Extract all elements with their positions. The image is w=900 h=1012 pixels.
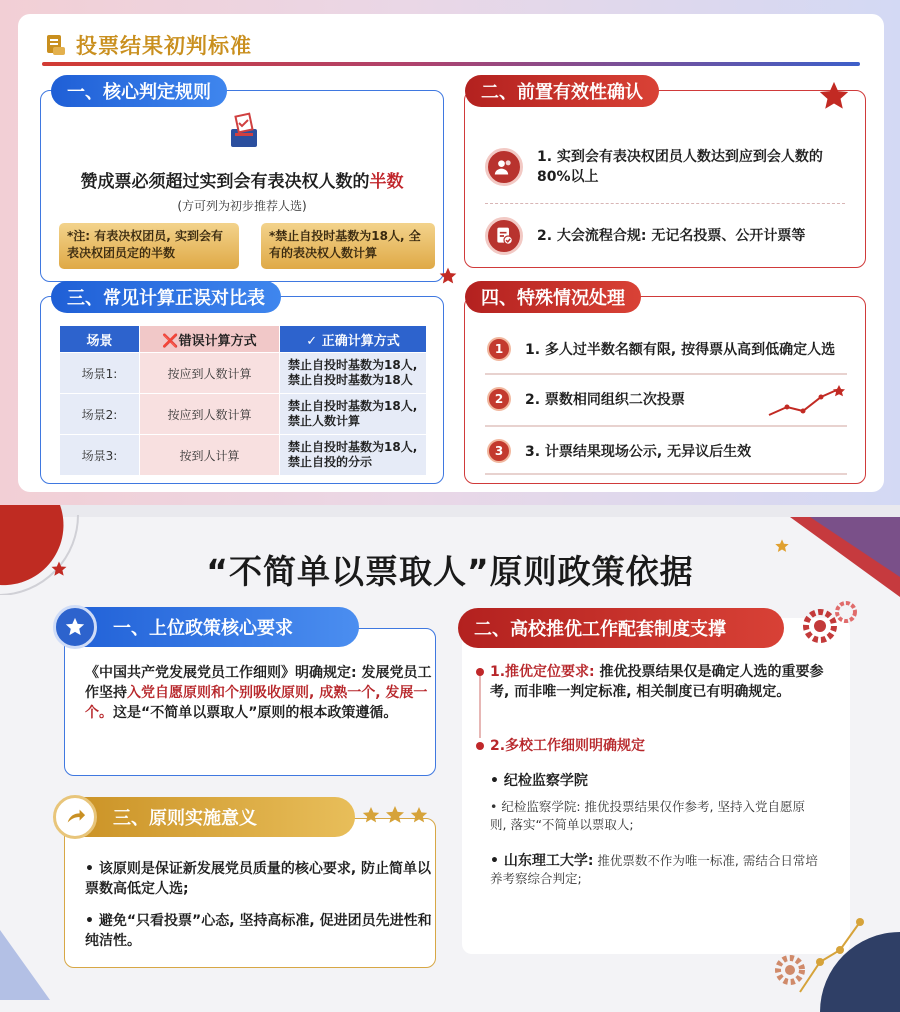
star-icon — [438, 266, 458, 286]
significance-title: 三、原则实施意义 — [113, 808, 257, 829]
timeline-dot — [476, 668, 484, 676]
policy-text-highlight: 入党自愿原则和个别吸收原则, 成熟一个, 发展一个。 — [85, 685, 428, 721]
star-icon — [817, 79, 851, 113]
special-item-2 — [487, 387, 685, 411]
special-cases-title: 四、特殊情况处理 — [465, 281, 641, 313]
stars-decoration — [361, 805, 431, 827]
policy-panel — [64, 618, 436, 776]
trend-line-icon — [765, 385, 845, 421]
users-icon — [485, 148, 523, 186]
policy-text-b: 这是“不简单以票取人”原则的根本政策遵循。 — [113, 705, 398, 721]
document-icon — [44, 33, 68, 57]
core-rule-subtext: (方可列为初步推荐人选) — [177, 199, 307, 213]
gear-icon — [770, 950, 810, 990]
criteria-title: 投票结果初判标准 — [76, 34, 252, 58]
table-row — [60, 435, 427, 476]
policy-text — [85, 663, 433, 723]
table-cell-scene: 场景2: — [60, 394, 140, 435]
criteria-header — [44, 28, 252, 62]
school-2-text: 推优票数不作为唯一标准, 需结合日常培养考察综合判定; — [490, 853, 818, 886]
policy-basis-title: “不简单以票取人”原则政策依据 — [206, 552, 694, 591]
table-cell-wrong: 按应到人数计算 — [140, 394, 280, 435]
gear-icon — [798, 598, 862, 648]
star-badge-icon — [53, 605, 97, 649]
special-item-1 — [487, 337, 835, 361]
precondition-item-1 — [485, 147, 845, 187]
special-cases-panel — [464, 288, 866, 484]
precondition-divider — [485, 203, 845, 204]
table-cell-scene: 场景3: — [60, 435, 140, 476]
special-text-3: 3. 计票结果现场公示, 无异议后生效 — [525, 444, 752, 460]
timeline-dot — [476, 742, 484, 750]
table-cell-right: 禁止自投时基数为18人, 禁止自投的分示 — [280, 435, 427, 476]
comparison-table — [59, 325, 427, 476]
core-rule-title: 一、核心判定规则 — [51, 75, 227, 107]
precondition-title: 二、前置有效性确认 — [465, 75, 659, 107]
support-item-2 — [476, 736, 645, 756]
header-wrong — [140, 326, 280, 353]
policy-title-bar — [57, 607, 359, 647]
support-item-2-label: 2.多校工作细则明确规定 — [490, 738, 646, 754]
table-row — [60, 353, 427, 394]
special-divider — [485, 473, 847, 475]
core-note-1: *注: 有表决权团员, 实到会有表决权团员定的半数 — [59, 223, 239, 269]
school-1-name: • 纪检监察学院 — [490, 773, 588, 789]
checklist-icon — [485, 217, 523, 255]
table-cell-right: 禁止自投时基数为18人, 禁止人数计算 — [280, 394, 427, 435]
support-title-bar — [458, 608, 784, 648]
title-underline — [42, 62, 860, 66]
ballot-box-icon — [223, 111, 263, 151]
policy-text-a: 《中国共产党发展党员工作细则》明确规定: 发展党员工作坚持 — [85, 665, 432, 701]
support-item-1 — [476, 662, 836, 702]
special-divider — [485, 373, 847, 375]
header-right-label: 正确计算方式 — [321, 333, 400, 349]
table-cell-scene: 场景1: — [60, 353, 140, 394]
section-divider — [0, 505, 900, 517]
support-item-1-body: 推优投票结果仅是确定人选的重要参考, 而非唯一判定标准, 相关制度已有明确规定。 — [490, 664, 824, 700]
comparison-title: 三、常见计算正误对比表 — [51, 281, 281, 313]
precondition-text-1: 1. 实到会有表决权团员人数达到应到会人数的80%以上 — [537, 149, 823, 185]
special-num-1: 1 — [487, 337, 511, 361]
special-num-2: 2 — [487, 387, 511, 411]
table-row — [60, 394, 427, 435]
school-2 — [490, 852, 820, 888]
core-rule-panel — [40, 82, 444, 282]
support-item-1-text — [490, 662, 836, 702]
core-rule-prefix: 赞成票必须超过实到会有表决权人数的 — [80, 172, 370, 192]
school-2-name: • 山东理工大学: — [490, 853, 594, 869]
special-num-3: 3 — [487, 439, 511, 463]
significance-panel — [64, 808, 436, 968]
core-rule-text — [41, 167, 443, 192]
header-wrong-label: 错误计算方式 — [178, 333, 257, 349]
special-text-2: 2. 票数相同组织二次投票 — [525, 392, 685, 408]
support-item-1-label: 1.推优定位要求: — [490, 664, 595, 680]
core-rule-highlight: 半数 — [369, 172, 404, 192]
header-right — [280, 326, 427, 353]
core-note-2: *禁止自投时基数为18人, 全有的表决权人数计算 — [261, 223, 435, 269]
share-arrow-icon — [53, 795, 97, 839]
special-text-1: 1. 多人过半数名额有限, 按得票从高到低确定人选 — [525, 342, 836, 358]
special-divider — [485, 425, 847, 427]
cross-icon: ❌ — [162, 333, 179, 349]
table-cell-wrong: 按应到人数计算 — [140, 353, 280, 394]
significance-title-bar — [57, 797, 355, 837]
policy-title: 一、上位政策核心要求 — [113, 618, 293, 639]
precondition-panel — [464, 82, 866, 268]
header-scene: 场景 — [60, 326, 140, 353]
special-item-3 — [487, 439, 751, 463]
decor-triangle-left — [0, 930, 50, 1000]
table-cell-wrong: 按到人计算 — [140, 435, 280, 476]
table-header-row — [60, 326, 427, 353]
criteria-card — [18, 14, 884, 492]
support-title: 二、高校推优工作配套制度支撑 — [474, 619, 726, 640]
school-1-text: • 纪检监察学院: 推优投票结果仅作参考, 坚持入党自愿原则, 落实“不简单以票取人; — [490, 799, 805, 832]
precondition-text-2: 2. 大会流程合规: 无记名投票、公开计票等 — [537, 228, 806, 244]
significance-item-1: • 该原则是保证新发展党员质量的核心要求, 防止简单以票数高低定人选; — [85, 861, 432, 897]
significance-item-2: • 避免“只看投票”心态, 坚持高标准, 促进团员先进性和纯洁性。 — [85, 913, 432, 949]
precondition-item-2 — [485, 217, 845, 255]
table-cell-right: 禁止自投时基数为18人, 禁止自投时基数为18人 — [280, 353, 427, 394]
check-icon: ✓ — [306, 333, 318, 349]
comparison-panel — [40, 288, 444, 484]
